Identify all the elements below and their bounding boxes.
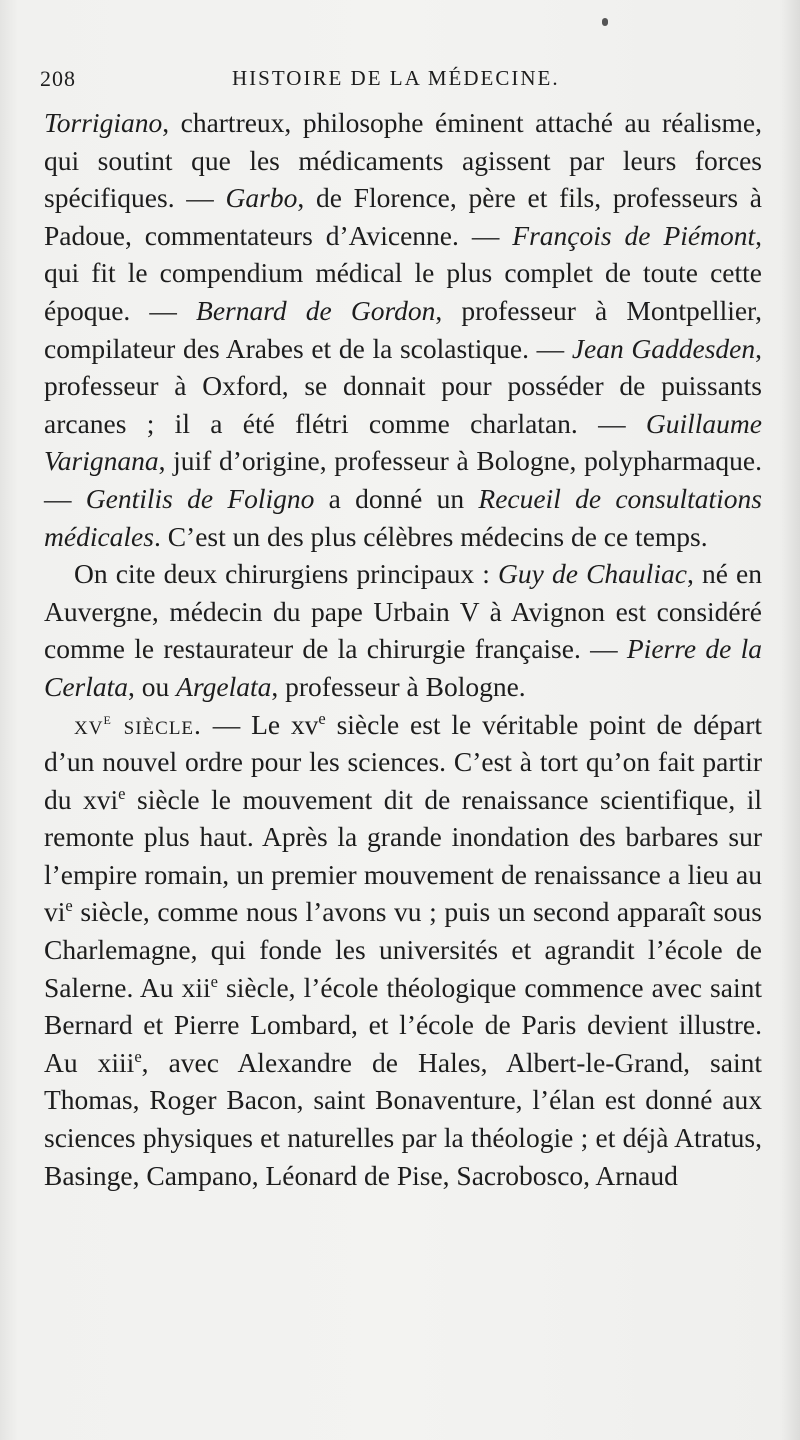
paragraph-xve-siecle — [44, 706, 762, 1195]
superscript-e: e — [134, 1046, 142, 1066]
text-segment: , ou — [128, 670, 177, 702]
name-argelata: Argelata — [176, 670, 272, 702]
superscript-e: e — [65, 896, 73, 916]
text-segment: siècle, l’école théologique commence avec saint Bernard et Pierre Lombard, et l’école de Paris devient illustre. Au xiii — [44, 971, 762, 1078]
text-segment: . C’est un des plus célèbres médecins de ce temps. — [153, 520, 708, 552]
text-segment: , professeur à Oxford, se donnait pour posséder de puissants arcanes ; il a été flétri comme charlatan. — — [44, 332, 762, 439]
text-segment: , de Florence, père et fils, professeurs à Padoue, commentateurs d’Avicenne. — — [44, 182, 762, 251]
name-torrigiano: Torrigiano — [44, 107, 163, 138]
name-jean-gaddesden: Jean Gaddesden — [571, 332, 756, 364]
text-segment: On cite deux chirurgiens principaux : — [74, 558, 499, 590]
paragraph-medecins-xive — [44, 104, 762, 555]
name-garbo: Garbo — [225, 182, 298, 214]
superscript-e: e — [118, 783, 126, 803]
text-segment: , avec Alexandre de Hales, Albert-le-Grand, saint Thomas, Roger Bacon, saint Bonaventure, l’élan est donné aux sciences physiques et naturelles par la théologie ; et déjà Atratus, Basinge, Campano, Léonard de Pise, Sacrobosco, Arnaud — [44, 1046, 762, 1191]
paragraph-chirurgiens — [44, 555, 762, 705]
text-segment: siècle le mouvement dit de renaissance scientifique, il remonte plus haut. Après la grande inondation des barbares sur l’empire romain, un premier mouvement de renaissance a lieu au vi — [44, 783, 762, 928]
century-label: $xv^e$ siècle. — [74, 708, 202, 740]
body-text — [44, 104, 762, 1194]
text-segment: — Le xv — [201, 708, 319, 740]
name-francois-de-piemont: François de Piémont — [512, 219, 756, 251]
text-segment: , juif d’origine, professeur à Bologne, polypharmaque. — — [44, 445, 762, 514]
text-segment: , chartreux, philosophe éminent attaché au réalisme, qui soutint que les médicaments agissent par leurs forces spécifiques. — — [44, 107, 762, 214]
name-guy-de-chauliac: Guy de Chauliac — [498, 558, 687, 590]
text-segment: , qui fit le compendium médical le plus complet de toute cette époque. — — [44, 219, 762, 326]
name-guillaume-varignana: Guillaume Varignana — [44, 407, 762, 477]
running-title: HISTOIRE DE LA MÉDECINE. — [232, 66, 560, 90]
text-segment: a donné un — [314, 482, 479, 514]
page-number: 208 — [40, 66, 76, 91]
ink-speck — [602, 18, 608, 26]
text-segment: , professeur à Montpellier, compilateur des Arabes et de la scolastique. — — [44, 294, 762, 364]
text-segment: siècle est le véritable point de départ d’un nouvel ordre pour les sciences. C’est à tort qu’on fait partir du xvi — [44, 708, 762, 815]
title-recueil-de-consultations: Recueil de consultations médicales — [44, 482, 762, 552]
text-segment: , né en Auvergne, médecin du pape Urbain V à Avignon est considéré comme le restaurateur de la chirurgie française. — — [44, 558, 762, 665]
name-gentilis-de-foligno: Gentilis de Foligno — [85, 482, 315, 514]
text-segment: siècle, comme nous l’avons vu ; puis un second apparaît sous Charlemagne, qui fonde les universités et agrandit l’école de Salerne. Au xii — [44, 896, 762, 1003]
superscript-e: e — [210, 971, 218, 991]
text-segment: , professeur à Bologne. — [271, 670, 526, 702]
name-bernard-de-gordon: Bernard de Gordon — [196, 294, 436, 326]
superscript-e: e — [318, 708, 326, 728]
name-pierre-de-la-cerlata: Pierre de la Cerlata — [44, 633, 762, 702]
page-header — [40, 66, 760, 96]
